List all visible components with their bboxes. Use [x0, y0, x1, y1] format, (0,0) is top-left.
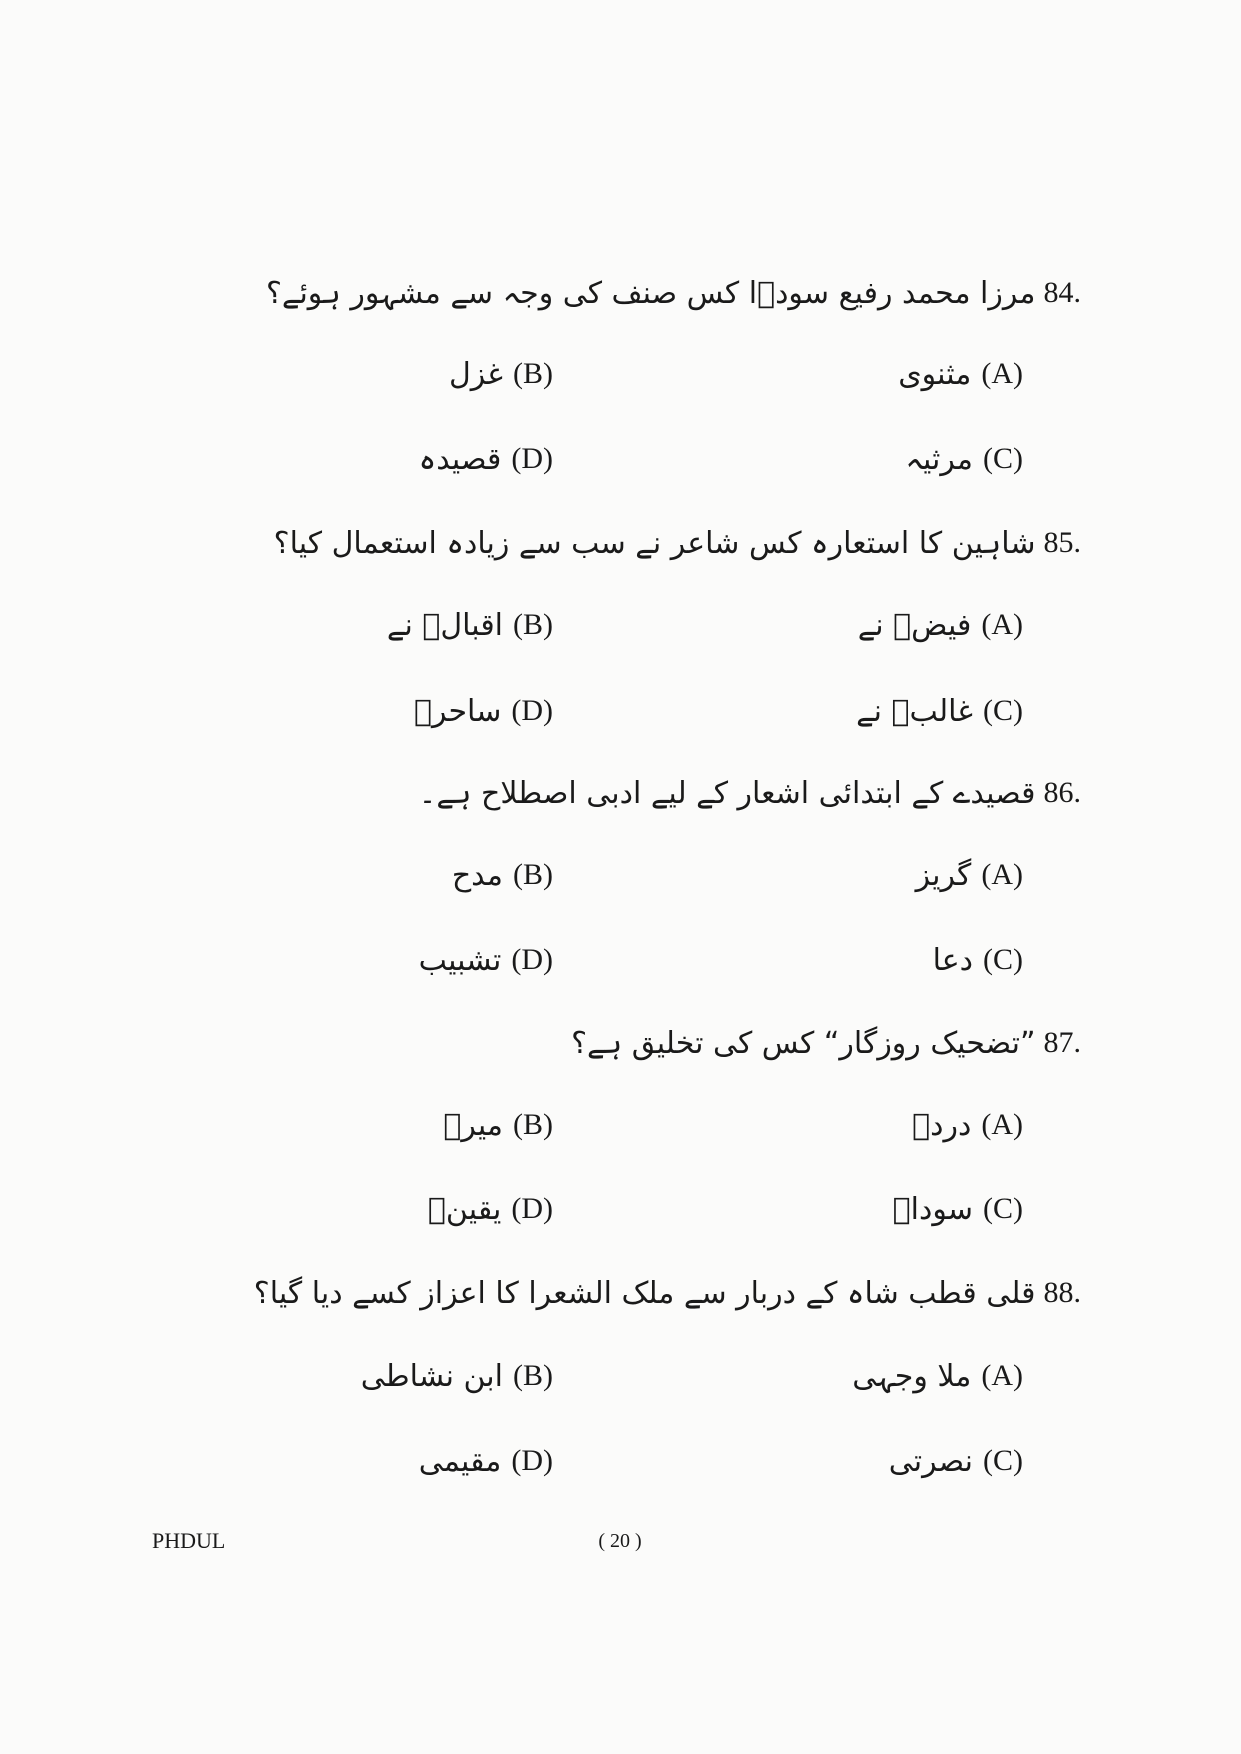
- option-text: نصرتی: [888, 1443, 973, 1479]
- option-86-b: [452, 850, 553, 900]
- question-88: [253, 1268, 1081, 1318]
- option-text: غزل: [448, 356, 503, 392]
- option-text: میرؔ: [443, 1107, 503, 1143]
- option-letter: (B): [513, 608, 553, 641]
- question-85: [273, 518, 1081, 568]
- question-text: قصیدے کے ابتدائی اشعار کے لیے ادبی اصطلاح ہے۔: [418, 775, 1036, 811]
- question-text: ”تضحیک روزگار“ کس کی تخلیق ہے؟: [571, 1025, 1036, 1061]
- option-88-c: [889, 1436, 1023, 1486]
- option-text: مقیمی: [418, 1443, 502, 1479]
- option-87-b: [443, 1100, 553, 1150]
- question-line: [321, 1018, 1081, 1068]
- question-number: 85.: [1043, 526, 1081, 559]
- option-letter: (C): [983, 1192, 1023, 1225]
- question-number: 87.: [1043, 1026, 1081, 1059]
- question-text: قلی قطب شاہ کے دربار سے ملک الشعرا کا اعزاز کسے دیا گیا؟: [253, 1275, 1036, 1311]
- option-text: سوداؔ: [892, 1191, 973, 1227]
- option-84-c: [905, 434, 1023, 484]
- question-number: 86.: [1043, 776, 1081, 809]
- option-text: مرثیہ: [905, 441, 973, 477]
- option-text: غالبؔ نے: [856, 693, 973, 729]
- option-letter: (C): [983, 442, 1023, 475]
- question-line: [321, 768, 1081, 818]
- option-text: تشبیب: [418, 942, 502, 978]
- option-letter: (B): [513, 1359, 553, 1392]
- question-87: [321, 1018, 1081, 1068]
- option-text: یقینؔ: [427, 1191, 502, 1227]
- option-letter: (B): [513, 1108, 553, 1141]
- option-85-a: [858, 600, 1023, 650]
- question-text: مرزا محمد رفیع سودؔا کس صنف کی وجہ سے مشہور ہوئے؟: [265, 275, 1036, 311]
- option-letter: (C): [983, 694, 1023, 727]
- option-text: فیضؔ نے: [857, 607, 972, 643]
- option-letter: (A): [981, 1108, 1023, 1141]
- option-text: ساحرؔ: [413, 693, 502, 729]
- option-letter: (B): [513, 357, 553, 390]
- option-text: مثنوی: [898, 356, 972, 392]
- option-text: دردؔ: [912, 1107, 972, 1143]
- option-letter: (C): [983, 943, 1023, 976]
- option-letter: (A): [981, 1359, 1023, 1392]
- option-85-d: [414, 686, 553, 736]
- question-84: [265, 268, 1081, 318]
- option-text: ابن نشاطی: [360, 1358, 503, 1394]
- option-letter: (D): [511, 1444, 553, 1477]
- option-87-a: [912, 1100, 1023, 1150]
- option-86-a: [916, 850, 1023, 900]
- option-88-b: [361, 1351, 553, 1401]
- option-text: گریز: [915, 857, 972, 893]
- question-86: [321, 768, 1081, 818]
- option-letter: (A): [981, 608, 1023, 641]
- question-number: 88.: [1043, 1276, 1081, 1309]
- question-number: 84.: [1043, 276, 1081, 309]
- option-text: اقبالؔ نے: [386, 607, 503, 643]
- option-letter: (D): [511, 442, 553, 475]
- option-88-a: [852, 1351, 1023, 1401]
- option-text: مدح: [451, 857, 503, 893]
- question-text: شاہین کا استعارہ کس شاعر نے سب سے زیادہ استعمال کیا؟: [273, 525, 1036, 561]
- option-86-d: [419, 935, 553, 985]
- option-85-c: [856, 686, 1023, 736]
- option-text: ملا وجہی: [852, 1358, 972, 1394]
- option-letter: (C): [983, 1444, 1023, 1477]
- page-number: ( 20 ): [598, 1530, 642, 1552]
- option-letter: (D): [511, 1192, 553, 1225]
- option-84-d: [419, 434, 553, 484]
- option-88-d: [419, 1436, 553, 1486]
- option-84-a: [898, 349, 1023, 399]
- option-84-b: [449, 349, 553, 399]
- option-text: دعا: [932, 942, 973, 978]
- option-85-b: [387, 600, 553, 650]
- option-86-c: [933, 935, 1023, 985]
- option-text: قصیدہ: [418, 441, 502, 477]
- option-letter: (D): [511, 694, 553, 727]
- option-letter: (A): [981, 858, 1023, 891]
- question-line: [273, 518, 1081, 568]
- option-letter: (D): [511, 943, 553, 976]
- option-letter: (A): [981, 357, 1023, 390]
- option-letter: (B): [513, 858, 553, 891]
- option-87-c: [893, 1184, 1023, 1234]
- question-line: [265, 268, 1081, 318]
- paper-code: PHDUL: [152, 1528, 226, 1553]
- option-87-d: [428, 1184, 553, 1234]
- question-line: [253, 1268, 1081, 1318]
